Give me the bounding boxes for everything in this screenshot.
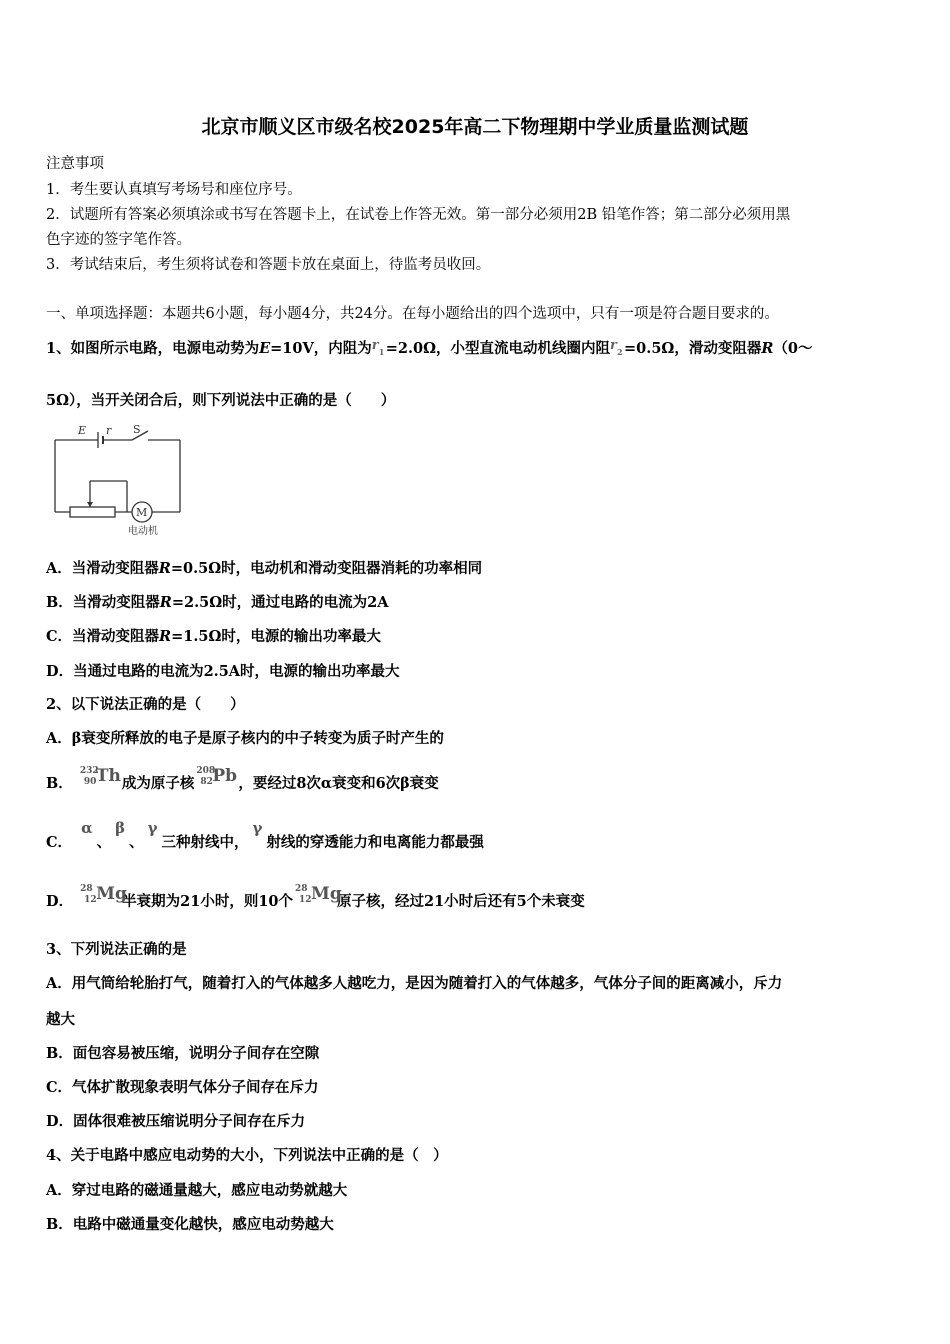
- option-text: 成为原子核: [121, 775, 195, 792]
- element-symbol: Pb: [212, 766, 237, 786]
- nuclide-mg: [78, 884, 127, 910]
- label-e: E: [78, 424, 87, 437]
- circuit-diagram: [50, 420, 190, 540]
- option-text: 三种射线中，: [161, 834, 249, 851]
- symbol-gamma: γ: [252, 819, 263, 837]
- motor-symbol: M: [136, 506, 148, 519]
- question-1-stem-line2: 5Ω），当开关闭合后，则下列说法中正确的是（ ）: [46, 392, 396, 409]
- q4-option-a: A．穿过电路的磁通量越大，感应电动势就越大: [46, 1182, 348, 1199]
- q1-text: =2.0Ω，小型直流电动机线圈内阻: [385, 340, 611, 357]
- q1-option-a: [46, 557, 482, 578]
- notice-item: 2．试题所有答案必须填涂或书写在答题卡上，在试卷上作答无效。第一部分必须用2B 铅笔作答；第二部分必须用黑: [46, 207, 791, 223]
- option-label: C．: [46, 834, 73, 851]
- atomic-number: 82: [200, 777, 213, 787]
- symbol-alpha: α: [81, 819, 93, 837]
- section-heading: 一、单项选择题：本题共6小题，每小题4分，共24分。在每小题给出的四个选项中，只有一项是符合题目要求的。: [46, 306, 779, 322]
- q1-r1-sub: 1: [378, 347, 385, 357]
- question-4-stem: 4、关于电路中感应电动势的大小，下列说法中正确的是（ ）: [46, 1147, 448, 1164]
- q1-var-r: R: [761, 340, 774, 357]
- q1-text: =10V，内阻为: [270, 340, 372, 357]
- q3-option-c: C．气体扩散现象表明气体分子间存在斥力: [46, 1079, 319, 1096]
- atomic-number: 90: [83, 777, 97, 787]
- mass-number: 232: [79, 766, 99, 776]
- slider-arrow: [87, 502, 93, 507]
- element-symbol: Mg: [96, 884, 127, 904]
- option-label: B．: [46, 594, 73, 611]
- element-symbol: Th: [95, 766, 121, 786]
- q1-var-e: E: [259, 340, 271, 357]
- question-3-stem: 3、下列说法正确的是: [46, 941, 187, 958]
- option-text: 当滑动变阻器: [71, 560, 159, 577]
- q2-option-a: A．β衰变所释放的电子是原子核内的中子转变为质子时产生的: [46, 730, 444, 747]
- q1-r2-sub: 2: [617, 347, 623, 357]
- motor-label: 电动机: [128, 526, 158, 537]
- option-text: ，要经过8次α衰变和6次β衰变: [238, 775, 439, 792]
- q1-text: =0.5Ω，滑动变阻器: [624, 340, 762, 357]
- option-text: 当通过电路的电流为2.5A时，电源的输出功率最大: [73, 663, 400, 680]
- q1-var-r2: [610, 338, 624, 358]
- q2-option-c: [46, 819, 484, 852]
- label-s: S: [133, 423, 141, 436]
- atomic-number: 12: [84, 895, 97, 905]
- symbol-gamma: γ: [147, 819, 158, 837]
- page-title: 北京市顺义区市级名校2025年高二下物理期中学业质量监测试题: [201, 116, 749, 138]
- notice-item: 1．考生要认真填写考场号和座位序号。: [46, 182, 302, 198]
- option-text: 射线的穿透能力和电离能力都最强: [266, 834, 484, 851]
- q1-text: 1、如图所示电路，电源电动势为: [46, 340, 260, 357]
- symbol-beta: β: [115, 819, 126, 837]
- nuclide-th: [78, 766, 122, 792]
- notice-item: 3．考试结束后，考生须将试卷和答题卡放在桌面上，待监考员收回。: [46, 257, 491, 273]
- element-symbol: Mg: [311, 884, 342, 904]
- option-var: R: [159, 594, 172, 611]
- label-r: r: [106, 424, 112, 437]
- option-text: 当滑动变阻器: [72, 628, 160, 645]
- q4-option-b: B．电路中磁通量变化越快，感应电动势越大: [46, 1216, 334, 1233]
- q3-option-a: A．用气筒给轮胎打气，随着打入的气体越多人越吃力，是因为随着打入的气体越多，气体分子间的距离减小，斥力: [46, 975, 783, 992]
- nuclide-mg: [293, 884, 342, 910]
- option-label: C．: [46, 628, 73, 645]
- option-text: =2.5Ω时，通过电路的电流为2A: [171, 594, 389, 611]
- q1-var-r1: [372, 338, 386, 358]
- option-text: 半衰期为21小时，则10个: [122, 893, 293, 910]
- q1-r1-letter: r: [371, 338, 379, 353]
- notice-heading: 注意事项: [46, 156, 104, 172]
- option-text: =1.5Ω时，电源的输出功率最大: [171, 628, 381, 645]
- option-var: R: [158, 560, 171, 577]
- question-1-stem: [46, 337, 812, 358]
- q3-option-a-cont: 越大: [46, 1011, 75, 1028]
- mass-number: 28: [80, 884, 93, 894]
- separator: 、: [96, 834, 112, 851]
- option-label: A．: [46, 560, 72, 577]
- notice-item: 色字迹的签字笔作答。: [46, 232, 191, 248]
- option-label: D．: [46, 663, 74, 680]
- q1-option-d: [46, 660, 400, 681]
- q1-option-b: [46, 591, 388, 612]
- option-text: 当滑动变阻器: [72, 594, 160, 611]
- q1-text: （0～: [773, 340, 813, 357]
- q3-option-d: D．固体很难被压缩说明分子间存在斥力: [46, 1113, 306, 1130]
- option-text: =0.5Ω时，电动机和滑动变阻器消耗的功率相同: [170, 560, 483, 577]
- atomic-number: 12: [299, 895, 312, 905]
- q2-option-b: [46, 766, 439, 793]
- mass-number: 208: [196, 766, 216, 776]
- option-label: B．: [46, 775, 73, 792]
- q2-option-d: [46, 884, 585, 911]
- q3-option-b: B．面包容易被压缩，说明分子间存在空隙: [46, 1045, 320, 1062]
- option-label: D．: [46, 893, 74, 910]
- separator: 、: [129, 834, 144, 851]
- nuclide-pb: [194, 766, 238, 792]
- q1-option-c: [46, 625, 381, 646]
- question-2-stem: 2、以下说法正确的是（ ）: [46, 696, 245, 713]
- q1-r2-letter: r: [610, 338, 617, 353]
- option-text: 原子核，经过21小时后还有5个未衰变: [337, 893, 585, 910]
- mass-number: 28: [295, 884, 308, 894]
- option-var: R: [159, 628, 172, 645]
